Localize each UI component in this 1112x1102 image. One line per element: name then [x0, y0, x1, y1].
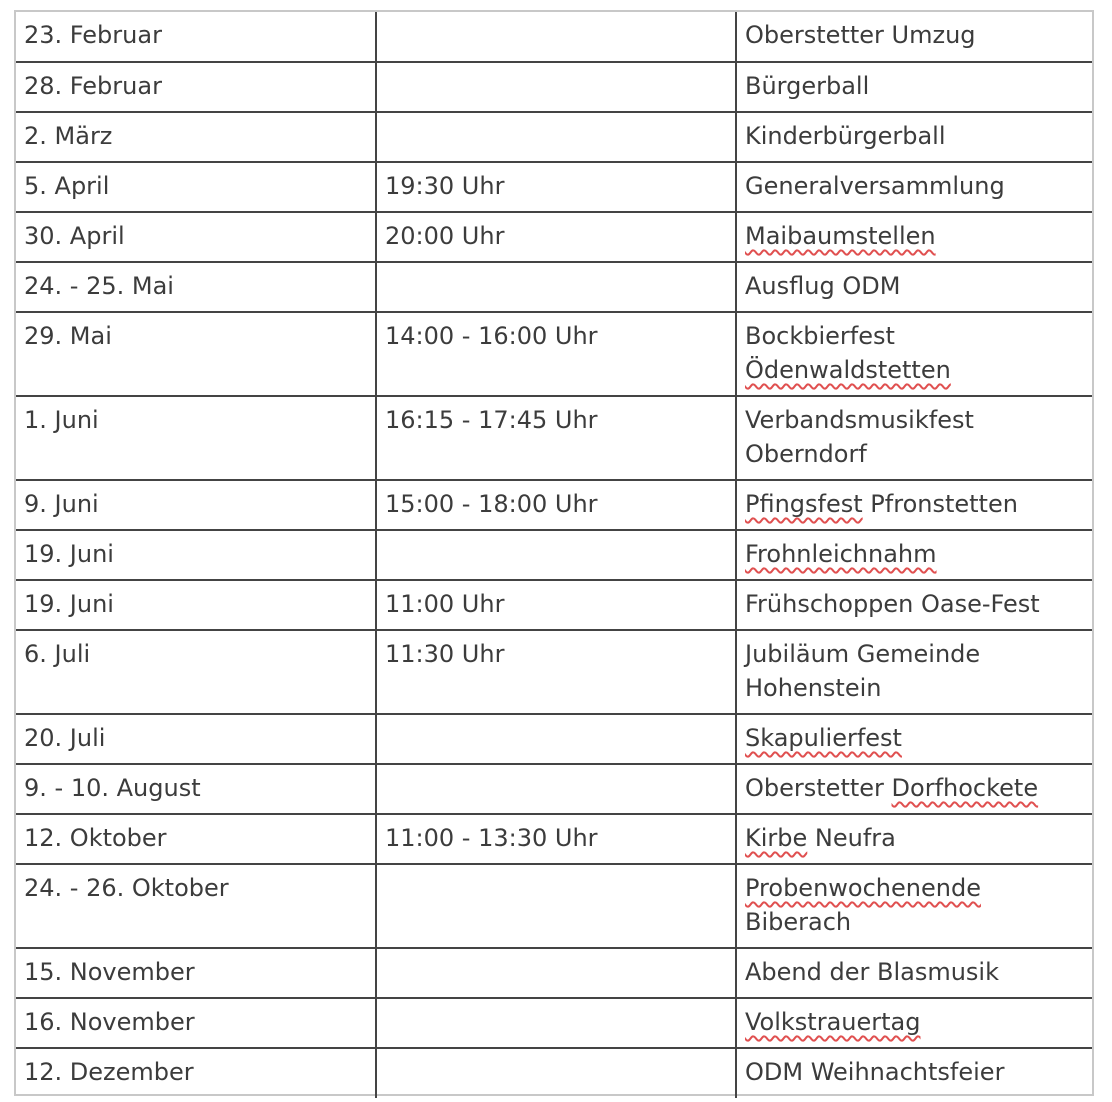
- time-cell: 19:30 Uhr: [376, 162, 736, 212]
- table-row: [16, 396, 1092, 480]
- event-cell: [736, 630, 1092, 714]
- events-table: [16, 12, 1092, 1098]
- table-row: [16, 530, 1092, 580]
- date-cell: 16. November: [16, 998, 376, 1048]
- date-cell: 5. April: [16, 162, 376, 212]
- table-row: [16, 162, 1092, 212]
- time-cell: 11:30 Uhr: [376, 630, 736, 714]
- table-row: [16, 714, 1092, 764]
- table-row: [16, 212, 1092, 262]
- time-cell: [376, 530, 736, 580]
- table-row: [16, 62, 1092, 112]
- date-cell: 30. April: [16, 212, 376, 262]
- table-row: [16, 864, 1092, 948]
- date-cell: 6. Juli: [16, 630, 376, 714]
- event-cell: [736, 530, 1092, 580]
- date-cell: 24. - 26. Oktober: [16, 864, 376, 948]
- event-cell: [736, 396, 1092, 480]
- time-cell: 11:00 - 13:30 Uhr: [376, 814, 736, 864]
- event-cell: [736, 764, 1092, 814]
- time-cell: 15:00 - 18:00 Uhr: [376, 480, 736, 530]
- event-text-spellcheck: Volkstrauertag: [745, 1008, 921, 1036]
- event-text-spellcheck: Ödenwaldstetten: [745, 356, 951, 384]
- event-text: Generalversammlung: [745, 172, 1005, 200]
- time-cell: [376, 12, 736, 62]
- event-text: Biberach: [745, 908, 852, 936]
- table-row: [16, 580, 1092, 630]
- event-text: Kinderbürgerball: [745, 122, 946, 150]
- date-cell: 12. Dezember: [16, 1048, 376, 1098]
- event-cell: [736, 480, 1092, 530]
- table-row: [16, 998, 1092, 1048]
- table-row: [16, 630, 1092, 714]
- event-text: Frühschoppen Oase-Fest: [745, 590, 1040, 618]
- time-cell: 11:00 Uhr: [376, 580, 736, 630]
- event-text-spellcheck: Probenwochenende: [745, 874, 981, 902]
- table-row: [16, 948, 1092, 998]
- table-row: [16, 312, 1092, 396]
- table-frame: [14, 10, 1094, 1096]
- event-text: Neufra: [807, 824, 896, 852]
- event-cell: [736, 864, 1092, 948]
- event-text: Oberndorf: [745, 440, 867, 468]
- event-cell: [736, 1048, 1092, 1098]
- table-row: [16, 1048, 1092, 1098]
- events-table-body: [16, 12, 1092, 1098]
- time-cell: [376, 714, 736, 764]
- event-cell: [736, 62, 1092, 112]
- date-cell: 1. Juni: [16, 396, 376, 480]
- event-text-spellcheck: Maibaumstellen: [745, 222, 936, 250]
- event-text-spellcheck: Dorfhockete: [891, 774, 1039, 802]
- date-cell: 12. Oktober: [16, 814, 376, 864]
- time-cell: [376, 1048, 736, 1098]
- time-cell: [376, 864, 736, 948]
- date-cell: 9. Juni: [16, 480, 376, 530]
- table-row: [16, 262, 1092, 312]
- time-cell: [376, 764, 736, 814]
- event-text: Verbandsmusikfest: [745, 406, 974, 434]
- event-cell: [736, 948, 1092, 998]
- event-text-spellcheck: Kirbe: [745, 824, 808, 852]
- event-text: ODM Weihnachtsfeier: [745, 1058, 1005, 1086]
- event-cell: [736, 12, 1092, 62]
- event-cell: [736, 998, 1092, 1048]
- table-row: [16, 12, 1092, 62]
- event-cell: [736, 112, 1092, 162]
- date-cell: 23. Februar: [16, 12, 376, 62]
- date-cell: 9. - 10. August: [16, 764, 376, 814]
- event-cell: [736, 580, 1092, 630]
- time-cell: 14:00 - 16:00 Uhr: [376, 312, 736, 396]
- time-cell: [376, 948, 736, 998]
- event-text: Ausflug ODM: [745, 272, 901, 300]
- event-text: Jubiläum Gemeinde: [745, 640, 981, 668]
- event-text-spellcheck: Pfingsfest: [745, 490, 863, 518]
- event-text: Bockbierfest: [745, 322, 895, 350]
- table-row: [16, 814, 1092, 864]
- date-cell: 15. November: [16, 948, 376, 998]
- date-cell: 19. Juni: [16, 530, 376, 580]
- event-text-spellcheck: Frohnleichnahm: [745, 540, 937, 568]
- time-cell: [376, 998, 736, 1048]
- event-cell: [736, 312, 1092, 396]
- event-cell: [736, 212, 1092, 262]
- time-cell: 20:00 Uhr: [376, 212, 736, 262]
- date-cell: 19. Juni: [16, 580, 376, 630]
- event-text: Oberstetter Umzug: [745, 21, 976, 49]
- event-text: Pfronstetten: [862, 490, 1018, 518]
- event-text: Bürgerball: [745, 72, 870, 100]
- event-text: Abend der Blasmusik: [745, 958, 999, 986]
- date-cell: 28. Februar: [16, 62, 376, 112]
- event-cell: [736, 714, 1092, 764]
- event-text: Oberstetter: [745, 774, 892, 802]
- event-text: Hohenstein: [745, 674, 882, 702]
- time-cell: [376, 262, 736, 312]
- event-cell: [736, 814, 1092, 864]
- date-cell: 29. Mai: [16, 312, 376, 396]
- table-row: [16, 480, 1092, 530]
- date-cell: 2. März: [16, 112, 376, 162]
- time-cell: [376, 112, 736, 162]
- time-cell: [376, 62, 736, 112]
- table-row: [16, 112, 1092, 162]
- date-cell: 20. Juli: [16, 714, 376, 764]
- date-cell: 24. - 25. Mai: [16, 262, 376, 312]
- event-cell: [736, 162, 1092, 212]
- event-cell: [736, 262, 1092, 312]
- table-row: [16, 764, 1092, 814]
- time-cell: 16:15 - 17:45 Uhr: [376, 396, 736, 480]
- event-text-spellcheck: Skapulierfest: [745, 724, 902, 752]
